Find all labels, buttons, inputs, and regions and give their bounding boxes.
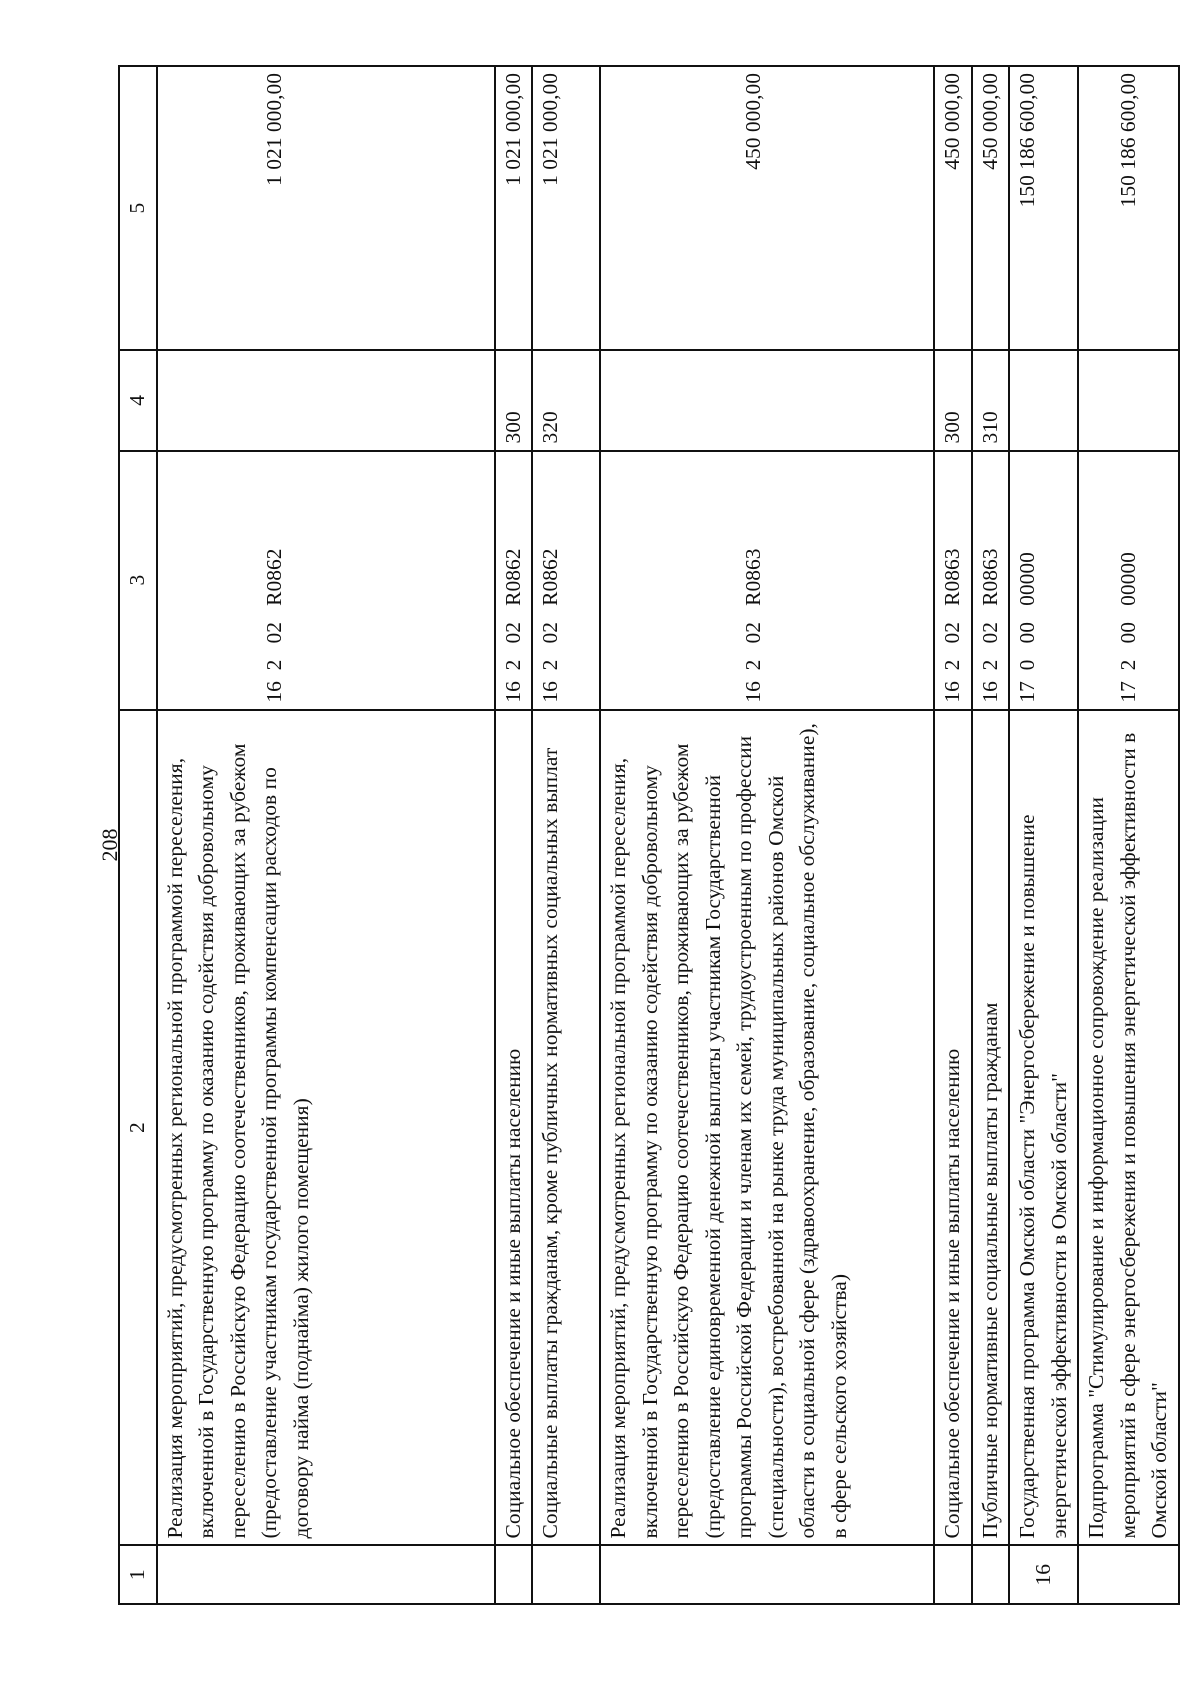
row-name: Подпрограмма "Стимулирование и информационное сопровождение реализации мероприятий в сфере энергосбережения и повышения энергетической эффективности в Омской области" bbox=[1078, 710, 1179, 1546]
row-amount: 450 000,00 bbox=[972, 66, 1010, 350]
table-row bbox=[600, 66, 934, 1604]
row-number bbox=[532, 1546, 600, 1605]
row-amount: 150 186 600,00 bbox=[1009, 66, 1078, 350]
row-amount: 1 021 000,00 bbox=[532, 66, 600, 350]
table-row bbox=[495, 66, 533, 1604]
row-amount: 1 021 000,00 bbox=[495, 66, 533, 350]
row-type bbox=[157, 350, 495, 450]
row-type: 310 bbox=[972, 350, 1010, 450]
row-type: 300 bbox=[495, 350, 533, 450]
row-name: Реализация мероприятий, предусмотренных региональной программой переселения, включенной в Государственную программу по оказанию содействия добровольному переселению в Российскую Федерацию соотечественников, проживающих за рубежом (предоставление участникам государственной программы компенсации расходов по договору найма (поднайма) жилого помещения) bbox=[157, 710, 495, 1546]
header-col-3: 3 bbox=[119, 451, 157, 710]
row-code: 17 2 00 00000 bbox=[1078, 451, 1179, 710]
row-number bbox=[157, 1546, 495, 1605]
row-number: 16 bbox=[1009, 1546, 1078, 1605]
row-amount: 150 186 600,00 bbox=[1078, 66, 1179, 350]
row-code: 16 2 02 R0862 bbox=[532, 451, 600, 710]
row-amount: 450 000,00 bbox=[934, 66, 972, 350]
table-row bbox=[972, 66, 1010, 1604]
row-number bbox=[1078, 1546, 1179, 1605]
page-number: 208 bbox=[97, 828, 122, 862]
row-type bbox=[1078, 350, 1179, 450]
row-name: Социальное обеспечение и иные выплаты населению bbox=[934, 710, 972, 1546]
row-code: 16 2 02 R0863 bbox=[972, 451, 1010, 710]
row-name: Государственная программа Омской области "Энергосбережение и повышение энергетической эффективности в Омской области" bbox=[1009, 710, 1078, 1546]
table-row bbox=[1078, 66, 1179, 1604]
row-name: Социальное обеспечение и иные выплаты населению bbox=[495, 710, 533, 1546]
table-row bbox=[532, 66, 600, 1604]
row-amount: 1 021 000,00 bbox=[157, 66, 495, 350]
row-number bbox=[972, 1546, 1010, 1605]
row-type bbox=[600, 350, 934, 450]
row-number bbox=[600, 1546, 934, 1605]
table-row bbox=[934, 66, 972, 1604]
row-code: 16 2 02 R0863 bbox=[600, 451, 934, 710]
header-col-1: 1 bbox=[119, 1546, 157, 1605]
row-code: 16 2 02 R0863 bbox=[934, 451, 972, 710]
row-code: 16 2 02 R0862 bbox=[495, 451, 533, 710]
row-name: Социальные выплаты гражданам, кроме публичных нормативных социальных выплат bbox=[532, 710, 600, 1546]
table-header-row bbox=[119, 66, 157, 1604]
budget-table bbox=[118, 65, 1180, 1605]
table-row bbox=[1009, 66, 1078, 1604]
header-col-5: 5 bbox=[119, 66, 157, 350]
row-code: 17 0 00 00000 bbox=[1009, 451, 1078, 710]
row-type bbox=[1009, 350, 1078, 450]
row-name: Реализация мероприятий, предусмотренных региональной программой переселения, включенной в Государственную программу по оказанию содействия добровольному переселению в Российскую Федерацию соотечественников, проживающих за рубежом (предоставление единовременной денежной выплаты участникам Государственной программы Российской Федерации и членам их семей, трудоустроенным по профессии (специальности), востребованной на рынке труда муниципальных районов Омской области в социальной сфере (здравоохранение, образование, социальное обслуживание), в сфере сельского хозяйства) bbox=[600, 710, 934, 1546]
row-number bbox=[934, 1546, 972, 1605]
row-code: 16 2 02 R0862 bbox=[157, 451, 495, 710]
table-row bbox=[157, 66, 495, 1604]
header-col-2: 2 bbox=[119, 710, 157, 1546]
row-amount: 450 000,00 bbox=[600, 66, 934, 350]
row-name: Публичные нормативные социальные выплаты гражданам bbox=[972, 710, 1010, 1546]
header-col-4: 4 bbox=[119, 350, 157, 450]
budget-table-rotated bbox=[118, 65, 1171, 1605]
row-type: 320 bbox=[532, 350, 600, 450]
row-type: 300 bbox=[934, 350, 972, 450]
row-number bbox=[495, 1546, 533, 1605]
